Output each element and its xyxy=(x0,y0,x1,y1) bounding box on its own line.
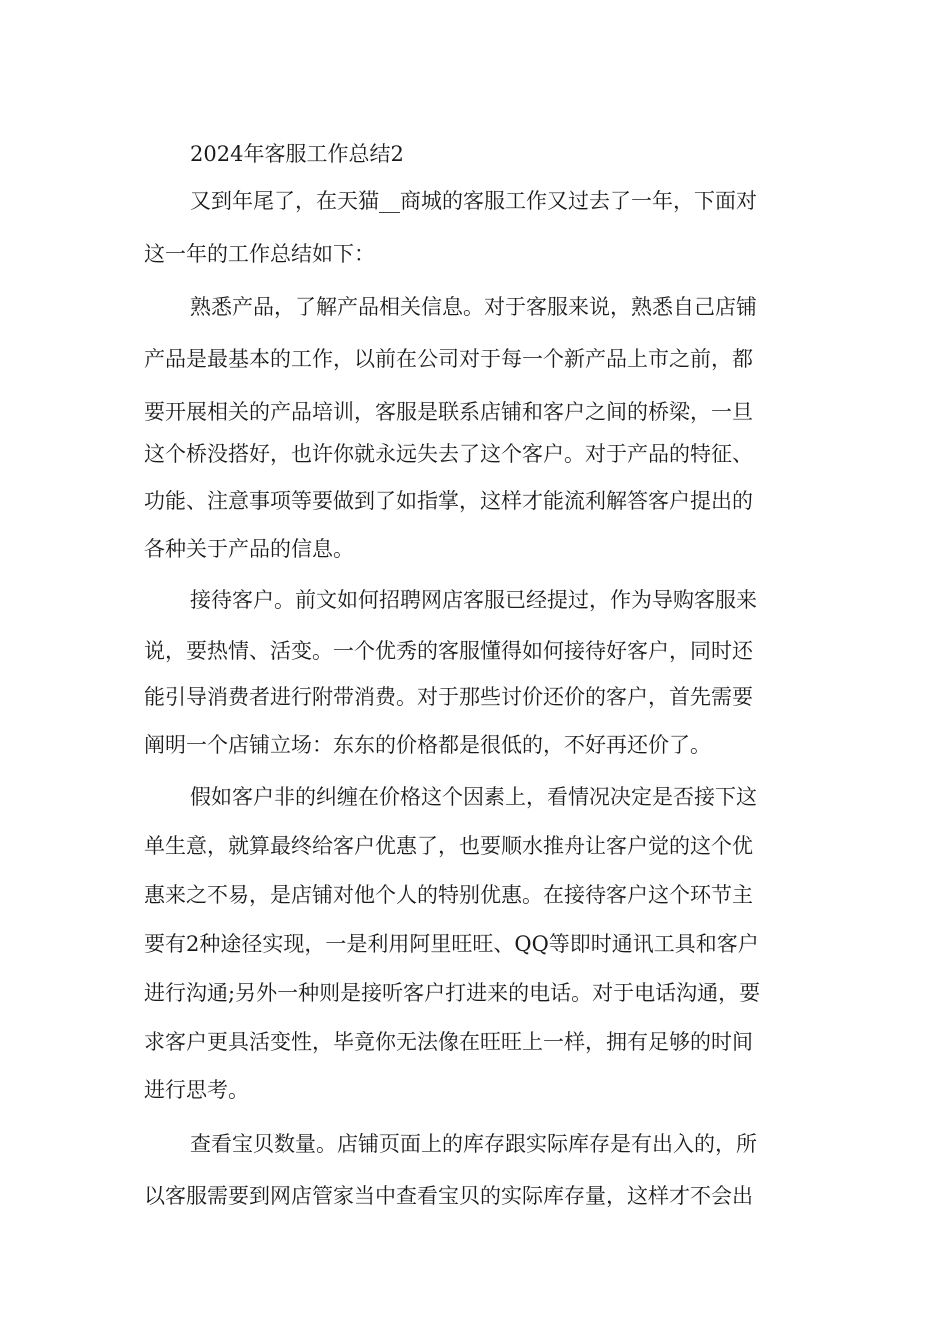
text-line: 产品是最基本的工作，以前在公司对于每一个新产品上市之前，都 xyxy=(144,347,753,371)
text-line: 查看宝贝数量。店铺页面上的库存跟实际库存是有出入的，所 xyxy=(190,1132,757,1156)
text-line: 又到年尾了，在天猫__商城的客服工作又过去了一年，下面对 xyxy=(190,189,757,213)
text-line: 这个桥没搭好，也许你就永远失去了这个客户。对于产品的特征、 xyxy=(144,442,753,466)
text-line: 要有2种途径实现，一是利用阿里旺旺、QQ等即时通讯工具和客户 xyxy=(144,932,759,956)
text-line: 各种关于产品的信息。 xyxy=(144,537,354,561)
text-line: 熟悉产品，了解产品相关信息。对于客服来说，熟悉自己店铺 xyxy=(190,295,757,319)
text-line: 进行思考。 xyxy=(144,1078,249,1102)
text-line: 单生意，就算最终给客户优惠了，也要顺水推舟让客户觉的这个优 xyxy=(144,834,753,858)
text-line: 说，要热情、活变。一个优秀的客服懂得如何接待好客户，同时还 xyxy=(144,639,753,663)
text-line: 功能、注意事项等要做到了如指掌，这样才能流利解答客户提出的 xyxy=(144,489,753,513)
document-title: 2024年客服工作总结2 xyxy=(190,142,404,166)
text-line: 能引导消费者进行附带消费。对于那些讨价还价的客户，首先需要 xyxy=(144,685,753,709)
text-line: 要开展相关的产品培训，客服是联系店铺和客户之间的桥梁，一旦 xyxy=(144,400,753,424)
text-line: 进行沟通;另外一种则是接听客户打进来的电话。对于电话沟通，要 xyxy=(144,981,761,1005)
text-line: 这一年的工作总结如下： xyxy=(144,242,375,266)
text-line: 阐明一个店铺立场：东东的价格都是很低的，不好再还价了。 xyxy=(144,733,711,757)
text-line: 以客服需要到网店管家当中查看宝贝的实际库存量，这样才不会出 xyxy=(144,1184,753,1208)
text-line: 求客户更具活变性，毕竟你无法像在旺旺上一样，拥有足够的时间 xyxy=(144,1030,753,1054)
text-line: 接待客户。前文如何招聘网店客服已经提过，作为导购客服来 xyxy=(190,588,757,612)
text-line: 假如客户非的纠缠在价格这个因素上，看情况决定是否接下这 xyxy=(190,785,757,809)
text-line: 惠来之不易，是店铺对他个人的特别优惠。在接待客户这个环节主 xyxy=(144,883,753,907)
